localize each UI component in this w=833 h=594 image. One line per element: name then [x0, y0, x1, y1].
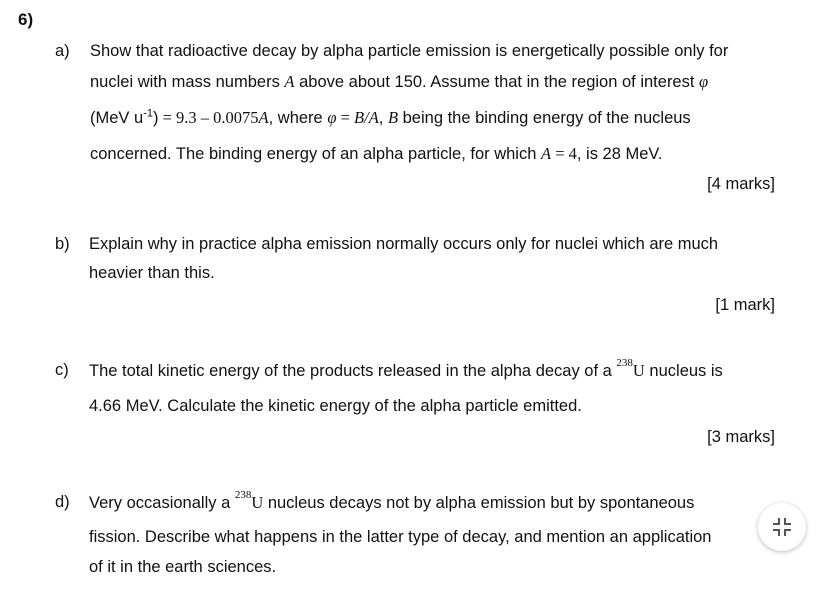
collapse-icon — [772, 517, 792, 537]
symbol-A: A — [284, 72, 295, 91]
part-d-label: d) — [55, 493, 70, 511]
isotope-symbol: U — [251, 493, 264, 512]
isotope-symbol: U — [632, 361, 645, 380]
isotope-mass-number: 238 — [616, 356, 633, 369]
part-a-line-2: nuclei with mass numbers A above about 150. Assume that in the region of interest φ — [90, 72, 709, 91]
part-d-line-1: Very occasionally a $^{238}$U nucleus decays not by alpha emission but by spontaneous — [89, 488, 695, 512]
part-d-line-2: fission. Describe what happens in the latter type of decay, and mention an application — [89, 528, 712, 546]
part-a-line-1: Show that radioactive decay by alpha particle emission is energetically possible only for — [90, 42, 729, 60]
part-a-label: a) — [55, 42, 70, 60]
part-a-line-3: (MeV $u^{-1}) = 9.3 - 0.0075A$, where φ = B/A, B being the binding energy of the nucleus — [90, 107, 691, 127]
part-a-line-4: concerned. The binding energy of an alpha particle, for which A = 4, is 28 MeV. — [90, 144, 663, 163]
part-d-marks-partial — [700, 586, 780, 594]
part-d-line-3: of it in the earth sciences. — [89, 558, 277, 576]
symbol-phi: φ — [699, 72, 709, 91]
part-c-label: c) — [55, 361, 69, 379]
collapse-button[interactable] — [758, 503, 806, 551]
question-number: 6) — [18, 10, 34, 29]
formula-phi: = 9.3 – 0.0075 — [158, 108, 259, 127]
part-b-line-1: Explain why in practice alpha emission normally occurs only for nuclei which are much — [89, 235, 719, 253]
part-a-marks: [4 marks] — [707, 175, 775, 193]
isotope-mass-number: 238 — [234, 488, 252, 501]
part-c-line-2: 4.66 MeV. Calculate the kinetic energy of the alpha particle emitted. — [89, 397, 582, 415]
part-c-marks: [3 marks] — [707, 428, 775, 446]
part-b-label: b) — [55, 235, 70, 253]
part-b-marks: [1 mark] — [715, 296, 775, 314]
part-b-line-2: heavier than this. — [89, 264, 215, 282]
part-c-line-1: The total kinetic energy of the products released in the alpha decay of a $^{238}$U nucleus is — [89, 356, 723, 380]
